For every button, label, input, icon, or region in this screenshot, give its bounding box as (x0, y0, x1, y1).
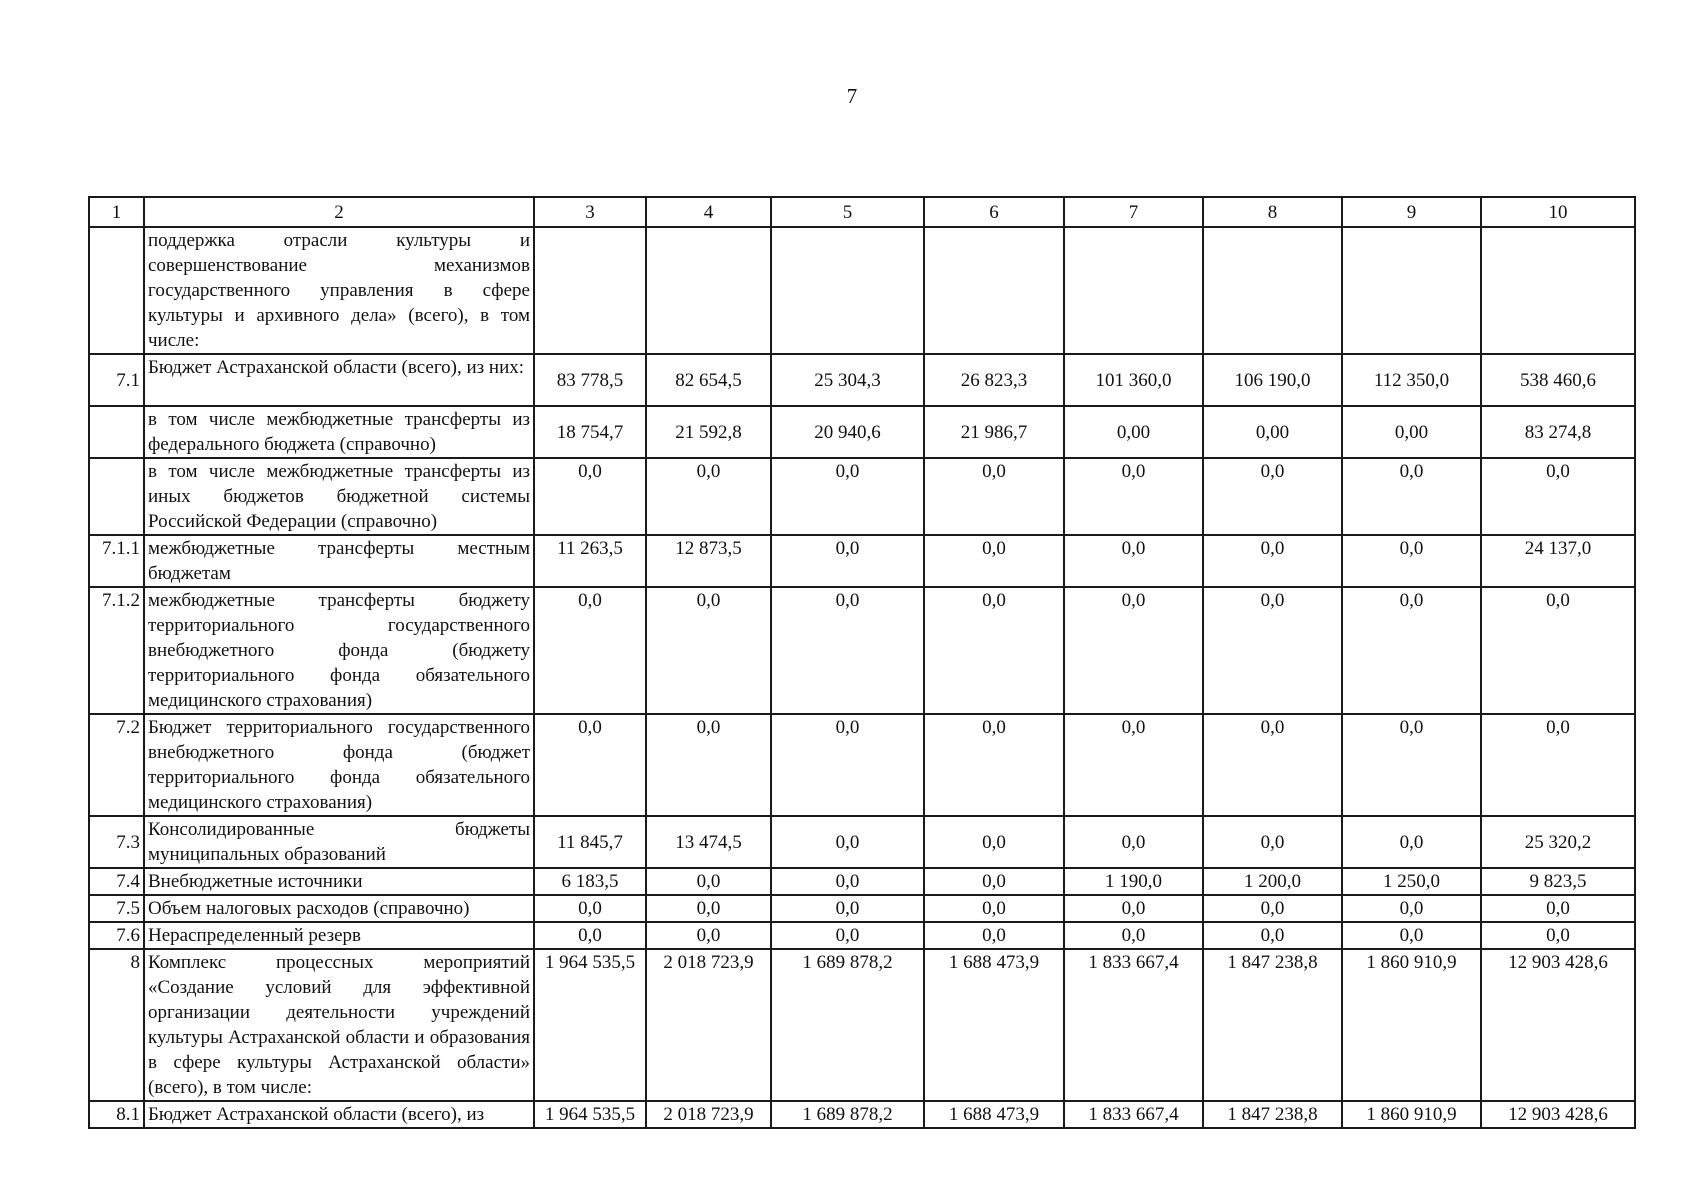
value-cell: 0,0 (1481, 895, 1635, 922)
value-cell: 2 018 723,9 (646, 949, 771, 1101)
value-cell: 0,0 (1342, 535, 1481, 587)
value-cell: 106 190,0 (1203, 354, 1342, 406)
value-cell: 0,0 (924, 895, 1064, 922)
value-cell: 0,0 (924, 816, 1064, 868)
value-cell: 0,0 (1203, 458, 1342, 535)
header-cell: 1 (89, 197, 144, 227)
value-cell: 12 873,5 (646, 535, 771, 587)
value-cell: 21 986,7 (924, 406, 1064, 458)
value-cell: 12 903 428,6 (1481, 949, 1635, 1101)
page-number: 7 (846, 84, 858, 108)
value-cell: 0,0 (1064, 714, 1203, 816)
value-cell: 1 833 667,4 (1064, 1101, 1203, 1128)
value-cell: 0,0 (1064, 895, 1203, 922)
budget-table (88, 196, 1636, 1129)
row-number-cell: 7.1 (89, 354, 144, 406)
value-cell: 0,0 (1203, 895, 1342, 922)
value-cell: 1 200,0 (1203, 868, 1342, 895)
value-cell: 82 654,5 (646, 354, 771, 406)
value-cell: 0,0 (771, 868, 924, 895)
table-row (89, 816, 1635, 868)
table-row (89, 922, 1635, 949)
value-cell: 0,0 (1342, 714, 1481, 816)
table-row (89, 458, 1635, 535)
table-row (89, 949, 1635, 1101)
table-header-row (89, 197, 1635, 227)
value-cell: 0,0 (1342, 816, 1481, 868)
row-number-cell: 7.1.1 (89, 535, 144, 587)
value-cell: 0,0 (1064, 535, 1203, 587)
value-cell: 12 903 428,6 (1481, 1101, 1635, 1128)
table-row (89, 587, 1635, 714)
value-cell: 1 964 535,5 (534, 949, 646, 1101)
value-cell: 1 250,0 (1342, 868, 1481, 895)
value-cell (1481, 227, 1635, 354)
row-description-cell: Бюджет Астраханской области (всего), из них: (144, 354, 534, 406)
value-cell: 0,0 (771, 458, 924, 535)
value-cell: 0,0 (534, 714, 646, 816)
row-description-cell: межбюджетные трансферты местным бюджетам (144, 535, 534, 587)
row-description-cell: Бюджет Астраханской области (всего), из (144, 1101, 534, 1128)
value-cell: 0,0 (1064, 816, 1203, 868)
row-description-cell: межбюджетные трансферты бюджету территориального государственного внебюджетного фонда (бюджету территориального фонда обязательного медицинского страхования) (144, 587, 534, 714)
value-cell: 2 018 723,9 (646, 1101, 771, 1128)
value-cell: 0,0 (1342, 587, 1481, 714)
header-cell: 5 (771, 197, 924, 227)
value-cell: 0,0 (1481, 587, 1635, 714)
header-cell: 6 (924, 197, 1064, 227)
value-cell: 0,0 (771, 816, 924, 868)
value-cell: 25 304,3 (771, 354, 924, 406)
value-cell: 0,0 (924, 587, 1064, 714)
value-cell: 0,0 (646, 714, 771, 816)
value-cell: 0,0 (1342, 458, 1481, 535)
value-cell: 83 274,8 (1481, 406, 1635, 458)
value-cell: 0,0 (771, 535, 924, 587)
row-description-cell: Бюджет территориального государственного внебюджетного фонда (бюджет территориального фонда обязательного медицинского страхования) (144, 714, 534, 816)
header-cell: 10 (1481, 197, 1635, 227)
value-cell: 101 360,0 (1064, 354, 1203, 406)
value-cell: 0,0 (1203, 587, 1342, 714)
value-cell: 0,0 (1342, 922, 1481, 949)
value-cell: 24 137,0 (1481, 535, 1635, 587)
value-cell: 0,0 (1481, 458, 1635, 535)
value-cell: 1 860 910,9 (1342, 1101, 1481, 1128)
value-cell: 0,0 (771, 714, 924, 816)
value-cell: 0,00 (1342, 406, 1481, 458)
table-row (89, 354, 1635, 406)
row-description-cell: Объем налоговых расходов (справочно) (144, 895, 534, 922)
value-cell: 0,0 (1342, 895, 1481, 922)
value-cell: 11 263,5 (534, 535, 646, 587)
table-row (89, 535, 1635, 587)
value-cell: 1 689 878,2 (771, 949, 924, 1101)
value-cell: 0,0 (771, 895, 924, 922)
table-row (89, 406, 1635, 458)
value-cell: 0,0 (924, 922, 1064, 949)
value-cell: 0,0 (924, 458, 1064, 535)
value-cell: 0,0 (1481, 922, 1635, 949)
value-cell: 0,0 (1203, 535, 1342, 587)
value-cell: 0,0 (646, 868, 771, 895)
row-number-cell (89, 227, 144, 354)
value-cell: 0,0 (534, 458, 646, 535)
value-cell: 0,0 (646, 895, 771, 922)
value-cell: 1 190,0 (1064, 868, 1203, 895)
value-cell: 1 688 473,9 (924, 1101, 1064, 1128)
row-number-cell (89, 458, 144, 535)
value-cell: 0,0 (534, 895, 646, 922)
value-cell: 0,0 (646, 922, 771, 949)
row-number-cell: 7.6 (89, 922, 144, 949)
value-cell: 0,0 (771, 587, 924, 714)
value-cell: 0,0 (1481, 714, 1635, 816)
value-cell: 0,0 (924, 535, 1064, 587)
value-cell: 25 320,2 (1481, 816, 1635, 868)
header-cell: 7 (1064, 197, 1203, 227)
value-cell: 13 474,5 (646, 816, 771, 868)
value-cell: 1 847 238,8 (1203, 1101, 1342, 1128)
table-row (89, 868, 1635, 895)
value-cell: 0,0 (534, 922, 646, 949)
row-number-cell: 7.3 (89, 816, 144, 868)
row-description-cell: в том числе межбюджетные трансферты из иных бюджетов бюджетной системы Российской Федерации (справочно) (144, 458, 534, 535)
value-cell: 0,0 (1203, 922, 1342, 949)
value-cell: 0,00 (1203, 406, 1342, 458)
value-cell: 0,0 (1203, 714, 1342, 816)
header-cell: 4 (646, 197, 771, 227)
value-cell: 20 940,6 (771, 406, 924, 458)
value-cell: 112 350,0 (1342, 354, 1481, 406)
header-cell: 9 (1342, 197, 1481, 227)
value-cell: 0,0 (646, 458, 771, 535)
value-cell: 0,0 (1064, 587, 1203, 714)
row-description-cell: поддержка отрасли культуры и совершенствование механизмов государственного управления в сфере культуры и архивного дела» (всего), в том числе: (144, 227, 534, 354)
row-number-cell: 8 (89, 949, 144, 1101)
row-number-cell (89, 406, 144, 458)
value-cell: 11 845,7 (534, 816, 646, 868)
value-cell: 0,0 (646, 587, 771, 714)
value-cell: 1 964 535,5 (534, 1101, 646, 1128)
value-cell: 0,0 (1203, 816, 1342, 868)
table-row (89, 895, 1635, 922)
value-cell: 0,00 (1064, 406, 1203, 458)
value-cell: 18 754,7 (534, 406, 646, 458)
table-row (89, 1101, 1635, 1128)
row-number-cell: 7.2 (89, 714, 144, 816)
value-cell: 26 823,3 (924, 354, 1064, 406)
value-cell: 9 823,5 (1481, 868, 1635, 895)
value-cell: 1 860 910,9 (1342, 949, 1481, 1101)
table-row (89, 227, 1635, 354)
value-cell (1342, 227, 1481, 354)
value-cell (534, 227, 646, 354)
value-cell: 0,0 (1064, 922, 1203, 949)
value-cell: 538 460,6 (1481, 354, 1635, 406)
value-cell: 0,0 (771, 922, 924, 949)
value-cell: 0,0 (924, 868, 1064, 895)
row-description-cell: Консолидированные бюджеты муниципальных образований (144, 816, 534, 868)
value-cell (1203, 227, 1342, 354)
row-description-cell: Нераспределенный резерв (144, 922, 534, 949)
value-cell: 1 688 473,9 (924, 949, 1064, 1101)
value-cell: 83 778,5 (534, 354, 646, 406)
row-description-cell: Комплекс процессных мероприятий «Создание условий для эффективной организации деятельности учреждений культуры Астраханской области и образования в сфере культуры Астраханской области» (всего), в том числе: (144, 949, 534, 1101)
value-cell: 0,0 (924, 714, 1064, 816)
table-row (89, 714, 1635, 816)
row-description-cell: в том числе межбюджетные трансферты из федерального бюджета (справочно) (144, 406, 534, 458)
header-cell: 2 (144, 197, 534, 227)
value-cell (771, 227, 924, 354)
value-cell: 1 833 667,4 (1064, 949, 1203, 1101)
value-cell (1064, 227, 1203, 354)
value-cell: 0,0 (1064, 458, 1203, 535)
value-cell: 1 847 238,8 (1203, 949, 1342, 1101)
value-cell: 6 183,5 (534, 868, 646, 895)
value-cell (924, 227, 1064, 354)
value-cell (646, 227, 771, 354)
header-cell: 8 (1203, 197, 1342, 227)
header-cell: 3 (534, 197, 646, 227)
row-number-cell: 7.4 (89, 868, 144, 895)
row-number-cell: 7.1.2 (89, 587, 144, 714)
value-cell: 21 592,8 (646, 406, 771, 458)
value-cell: 0,0 (534, 587, 646, 714)
value-cell: 1 689 878,2 (771, 1101, 924, 1128)
row-number-cell: 8.1 (89, 1101, 144, 1128)
row-description-cell: Внебюджетные источники (144, 868, 534, 895)
row-number-cell: 7.5 (89, 895, 144, 922)
